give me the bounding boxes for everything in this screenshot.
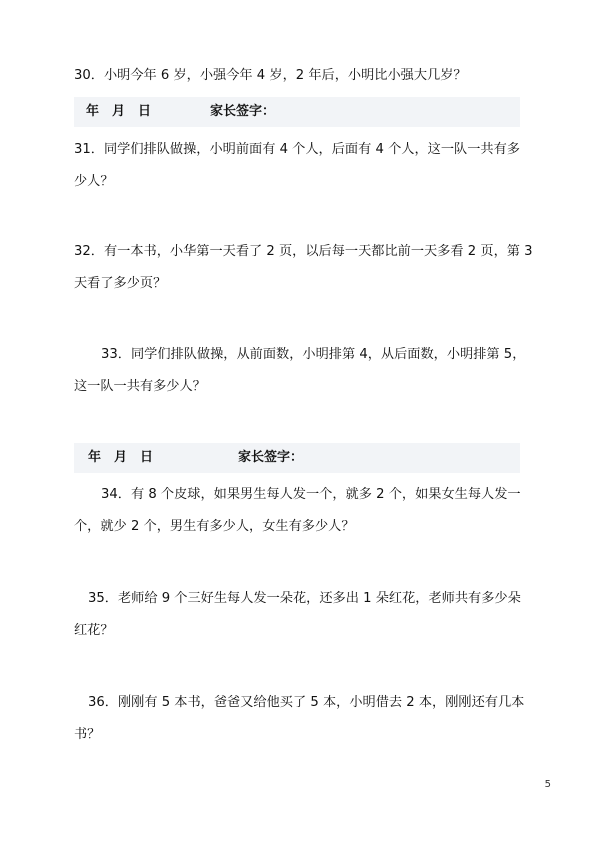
question-36-line-1: 36．刚刚有 5 本书，爸爸又给他买了 5 本，小明借去 2 本，刚刚还有几本 <box>88 695 525 710</box>
question-35 <box>74 583 554 647</box>
question-30 <box>74 60 554 92</box>
signature-bar-2 <box>74 443 520 473</box>
question-36-line-2: 书？ <box>74 727 101 742</box>
signature-date-label: 年 月 日 <box>88 450 154 465</box>
question-31 <box>74 134 554 198</box>
page-number: 5 <box>544 779 551 790</box>
question-34 <box>74 479 554 543</box>
signature-date-label: 年 月 日 <box>86 104 152 119</box>
question-35-line-1: 35．老师给 9 个三好生每人发一朵花，还多出 1 朵红花，老师共有多少朵 <box>88 591 521 606</box>
question-33 <box>74 339 554 403</box>
question-32 <box>74 236 554 300</box>
question-33-line-1: 33．同学们排队做操，从前面数，小明排第 4，从后面数，小明排第 5， <box>101 347 526 362</box>
signature-bar-1 <box>74 97 520 127</box>
question-31-line-2: 少人？ <box>74 174 114 189</box>
question-32-line-1: 32．有一本书，小华第一天看了 2 页，以后每一天都比前一天多看 2 页，第 3 <box>74 244 533 259</box>
question-36 <box>74 687 554 751</box>
question-35-line-2: 红花？ <box>74 623 114 638</box>
question-30-line-1: 30．小明今年 6 岁，小强今年 4 岁，2 年后，小明比小强大几岁？ <box>74 68 467 83</box>
question-31-line-1: 31．同学们排队做操，小明前面有 4 个人，后面有 4 个人，这一队一共有多 <box>74 142 520 157</box>
question-34-line-1: 34．有 8 个皮球，如果男生每人发一个，就多 2 个，如果女生每人发一 <box>101 487 521 502</box>
question-32-line-2: 天看了多少页？ <box>74 276 167 291</box>
question-34-line-2: 个，就少 2 个，男生有多少人，女生有多少人？ <box>74 519 355 534</box>
parent-signature-label: 家长签字： <box>238 450 304 465</box>
question-33-line-2: 这一队一共有多少人？ <box>74 379 206 394</box>
parent-signature-label: 家长签字： <box>210 104 276 119</box>
